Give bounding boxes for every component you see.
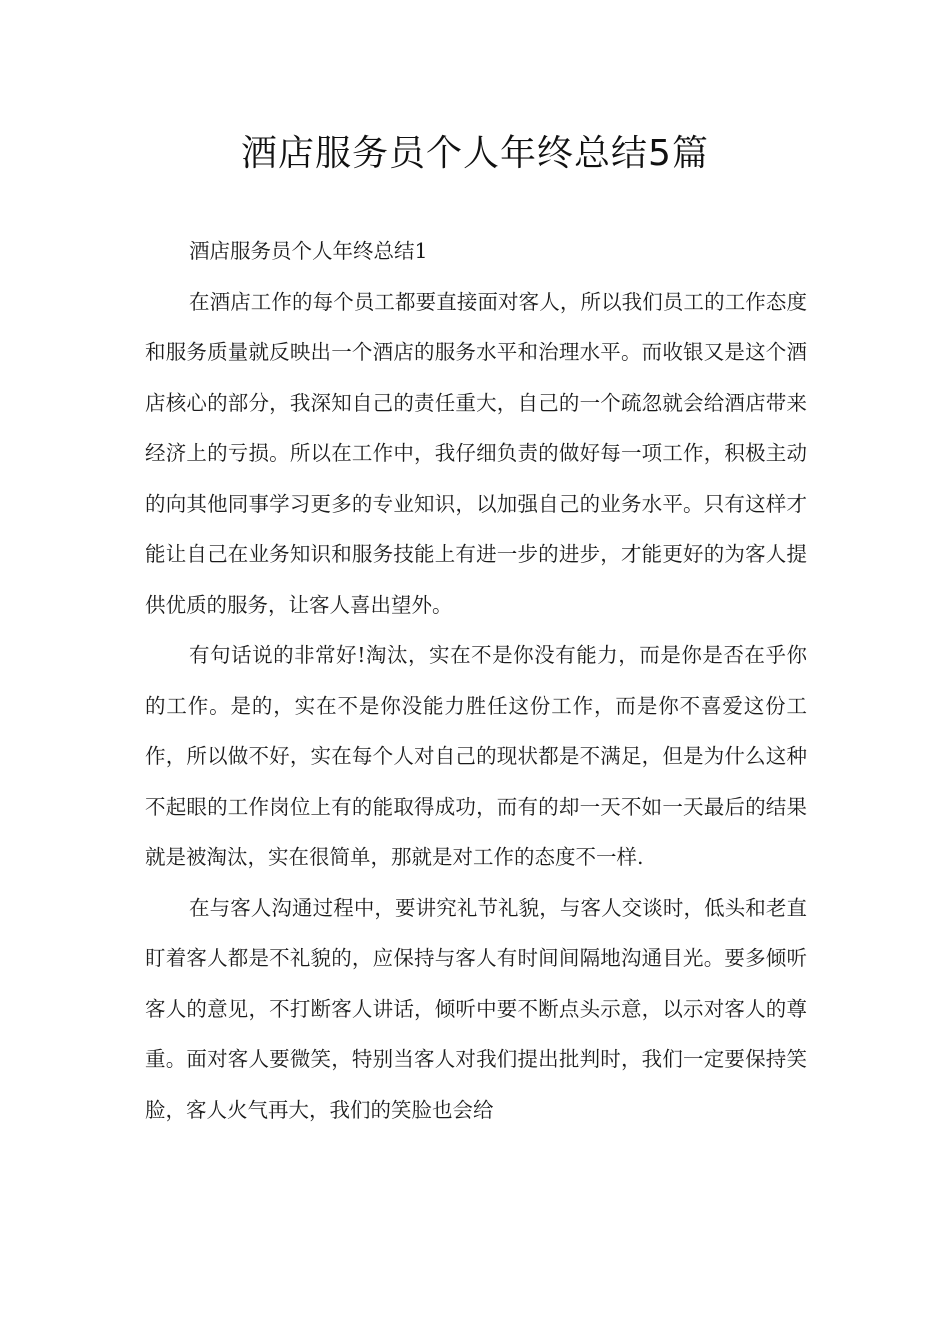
paragraph-2: 有句话说的非常好!淘汰，实在不是你没有能力，而是你是否在乎你的工作。是的，实在不是你没能力胜任这份工作，而是你不喜爱这份工作，所以做不好，实在每个人对自己的现状都是不满足，但是为什么这种不起眼的工作岗位上有的能取得成功，而有的却一天不如一天最后的结果就是被淘汰，实在很简单，那就是对工作的态度不一样. [145, 643, 807, 869]
document-body [145, 226, 807, 1135]
paragraph-1: 在酒店工作的每个员工都要直接面对客人，所以我们员工的工作态度和服务质量就反映出一个酒店的服务水平和治理水平。而收银又是这个酒店核心的部分，我深知自己的责任重大，自己的一个疏忽就会给酒店带来经济上的亏损。所以在工作中，我仔细负责的做好每一项工作，积极主动的向其他同事学习更多的专业知识，以加强自己的业务水平。只有这样才能让自己在业务知识和服务技能上有进一步的进步，才能更好的为客人提供优质的服务，让客人喜出望外。 [145, 289, 807, 617]
document-title: 酒店服务员个人年终总结5篇 [241, 133, 709, 174]
paragraph-3: 在与客人沟通过程中，要讲究礼节礼貌，与客人交谈时，低头和老直盯着客人都是不礼貌的，应保持与客人有时间间隔地沟通目光。要多倾听客人的意见，不打断客人讲话，倾听中要不断点头示意，以示对客人的尊重。面对客人要微笑，特别当客人对我们提出批判时，我们一定要保持笑脸，客人火气再大，我们的笑脸也会给 [145, 895, 807, 1122]
section-heading: 酒店服务员个人年终总结1 [189, 239, 428, 263]
